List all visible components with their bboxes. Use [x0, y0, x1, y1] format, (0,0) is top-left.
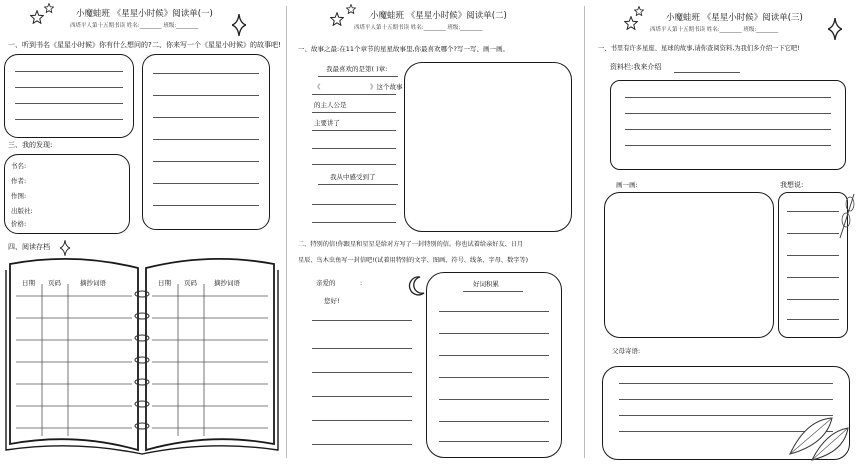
question-3: 三、我的发现: — [8, 141, 53, 149]
question-4: 四、阅读存档 — [8, 243, 50, 251]
sheet-meta: 西塔平人第十五期书读 姓名:________ 班级:________ — [650, 27, 779, 33]
question-2-line-2: 星辰、鸟木虫鱼写一封信吧!(试着用特别的文字、图画、符号、线条、字母、数字等) — [298, 257, 529, 264]
col-page-right: 页码 — [184, 279, 197, 287]
intro-box[interactable] — [610, 80, 846, 170]
field-title: 书名: — [11, 162, 27, 170]
intro-label: 资料栏:我来介绍 — [610, 63, 662, 71]
letter-colon: : — [360, 279, 363, 287]
field-author: 作者: — [11, 177, 27, 185]
col-page-left: 页码 — [48, 279, 61, 287]
sheet-title: 小魔蛙班 《星星小时候》阅读单(一) — [76, 9, 213, 19]
sheet-meta: 西塔平人第十五期书读 姓名:________ 班级:________ — [70, 23, 199, 29]
say-label: 我想说: — [780, 181, 804, 189]
question-1: 一、听到书名《星星小时候》你有什么想问的? — [8, 41, 152, 49]
question-2-line-1: 二、特别的信!你跟星和星星是给对方写了一封特别的信。你也试着给亲好友、日月 — [298, 241, 524, 248]
answer-box-story[interactable] — [142, 54, 270, 230]
main-character-label: 的主人公是 — [314, 101, 347, 109]
question-2: 二、你来写一个《星星小时候》的故事吧! — [152, 41, 281, 49]
reading-sheet-3 — [590, 0, 860, 464]
story-drawing-box[interactable] — [404, 62, 572, 232]
parents-label: 父母寄语: — [612, 347, 641, 355]
page-divider — [584, 6, 585, 458]
col-date-right: 日期 — [158, 279, 171, 287]
drawing-box[interactable] — [604, 192, 774, 338]
col-words-left: 摘抄词语 — [80, 279, 106, 287]
sparkle-star-icon — [330, 12, 344, 26]
sparkle-star-icon — [346, 4, 356, 14]
fav-story-label: 我最喜欢的是第( )章: — [326, 65, 388, 73]
sparkle-star-icon — [624, 16, 638, 30]
reading-sheet-1 — [0, 0, 284, 464]
sparkle-star-icon — [44, 3, 54, 13]
letter-dear: 亲爱的 — [316, 279, 336, 287]
learned-label: 我从中感受到了 — [330, 173, 376, 181]
story-book-open: 《 — [314, 83, 321, 91]
crescent-moon-icon — [408, 276, 426, 296]
leaf-decoration-icon — [836, 190, 858, 240]
sheet-title: 小魔蛙班 《星星小时候》阅读单(二) — [370, 11, 507, 21]
sheet-meta: 西塔平人第十五期书读 姓名:________ 班级:________ — [354, 25, 483, 31]
twinkle-star-icon — [828, 18, 842, 40]
good-words-box[interactable] — [426, 272, 562, 458]
answer-box-questions[interactable] — [4, 54, 134, 138]
col-words-right: 摘抄词语 — [214, 279, 240, 287]
discovery-box[interactable] — [4, 154, 130, 234]
page-divider — [286, 6, 287, 458]
draw-label: 画一画: — [616, 181, 638, 189]
story-suffix: 》这个故事 — [370, 83, 403, 91]
field-price: 价格: — [11, 220, 27, 228]
sparkle-star-icon — [634, 6, 644, 16]
question-1: 一、书里有许多星座、星球的故事,请你查阅资料,为我们多介绍一下它吧! — [598, 45, 800, 52]
twinkle-star-icon — [232, 14, 246, 36]
main-content-label: 主要讲了 — [314, 119, 340, 127]
reading-sheet-2 — [290, 0, 580, 464]
sheet-title: 小魔蛙班 《星星小时候》阅读单(三) — [666, 13, 803, 23]
col-date-left: 日期 — [22, 279, 35, 287]
field-publisher: 出版社: — [11, 207, 33, 215]
leaf-decoration-icon — [786, 414, 850, 462]
question-1: 一、故事之最:在11个章节的星星故事里,你最喜欢哪个?写一写、画一画。 — [298, 45, 509, 53]
field-illustrator: 作图: — [11, 192, 27, 200]
sparkle-star-icon — [30, 10, 44, 24]
good-words-title: 好词积累 — [473, 280, 499, 288]
letter-hello: 您好! — [324, 297, 340, 305]
